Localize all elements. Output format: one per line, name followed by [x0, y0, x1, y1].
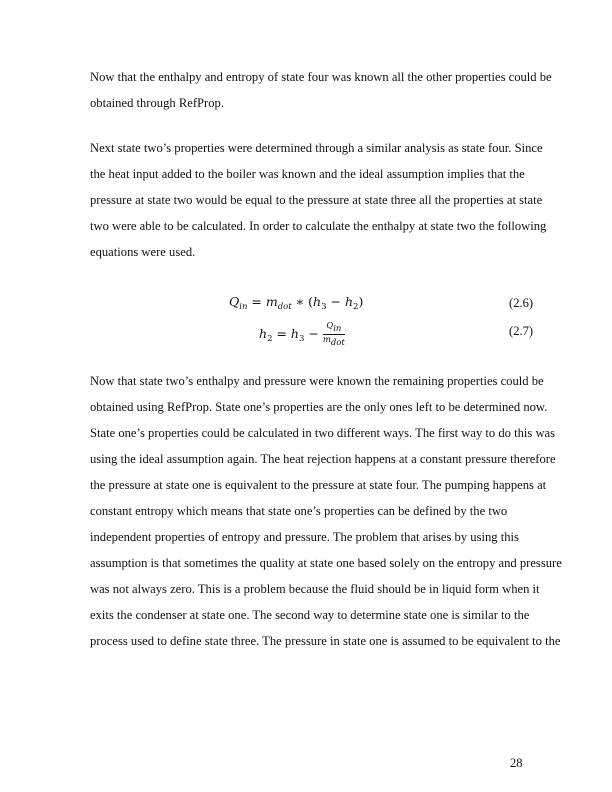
- text-line: equations were used.: [90, 245, 196, 259]
- text-line: Now that state two’s enthalpy and pressure were known the remaining properties could be: [90, 374, 544, 388]
- text-line: obtained through RefProp.: [90, 96, 224, 110]
- text-line: pressure at state two would be equal to the pressure at state three all the properties at state: [90, 193, 543, 207]
- text-line: the heat input added to the boiler was known and the ideal assumption implies that the: [90, 167, 525, 181]
- text-line: was not always zero. This is a problem because the fluid should be in liquid form when it: [90, 582, 540, 596]
- text-line: the pressure at state one is equivalent to the pressure at state four. The pumping happens at: [90, 478, 547, 492]
- text-line: obtained using RefProp. State one’s properties are the only ones left to be determined now.: [90, 400, 548, 414]
- text-line: State one’s properties could be calculated in two different ways. The first way to do this was: [90, 426, 556, 440]
- text-line: Next state two’s properties were determined through a similar analysis as state four. Since: [90, 141, 543, 155]
- equation-2-7: $h_2 = h_3$ − $\frac{Q_{in}}{m_{dot}}$: [259, 321, 345, 348]
- text-line: using the ideal assumption again. The heat rejection happens at a constant pressure therefore: [90, 452, 556, 466]
- equation-number: (2.6): [509, 296, 534, 310]
- text-line: independent properties of entropy and pressure. The problem that arises by using this: [90, 530, 519, 544]
- text-line: assumption is that sometimes the quality at state one based solely on the entropy and pressure: [90, 556, 562, 570]
- text-line: Now that the enthalpy and entropy of state four was known all the other properties could be: [90, 70, 552, 84]
- equation-2-6: $Q_{in} = m_{dot}$ ∗ $(h_3 - h_2)$: [229, 294, 364, 312]
- text-line: exits the condenser at state one. The second way to determine state one is similar to the: [90, 608, 530, 622]
- page-number: 28: [510, 756, 523, 770]
- text-line: process used to define state three. The pressure in state one is assumed to be equivalent to the: [90, 634, 561, 648]
- fraction: $\frac{Q_{in}}{m_{dot}}$: [322, 321, 345, 348]
- equation-number: (2.7): [509, 324, 534, 338]
- text-line: two were able to be calculated. In order to calculate the enthalpy at state two the following: [90, 219, 547, 233]
- text-line: constant entropy which means that state one’s properties can be defined by the two: [90, 504, 508, 518]
